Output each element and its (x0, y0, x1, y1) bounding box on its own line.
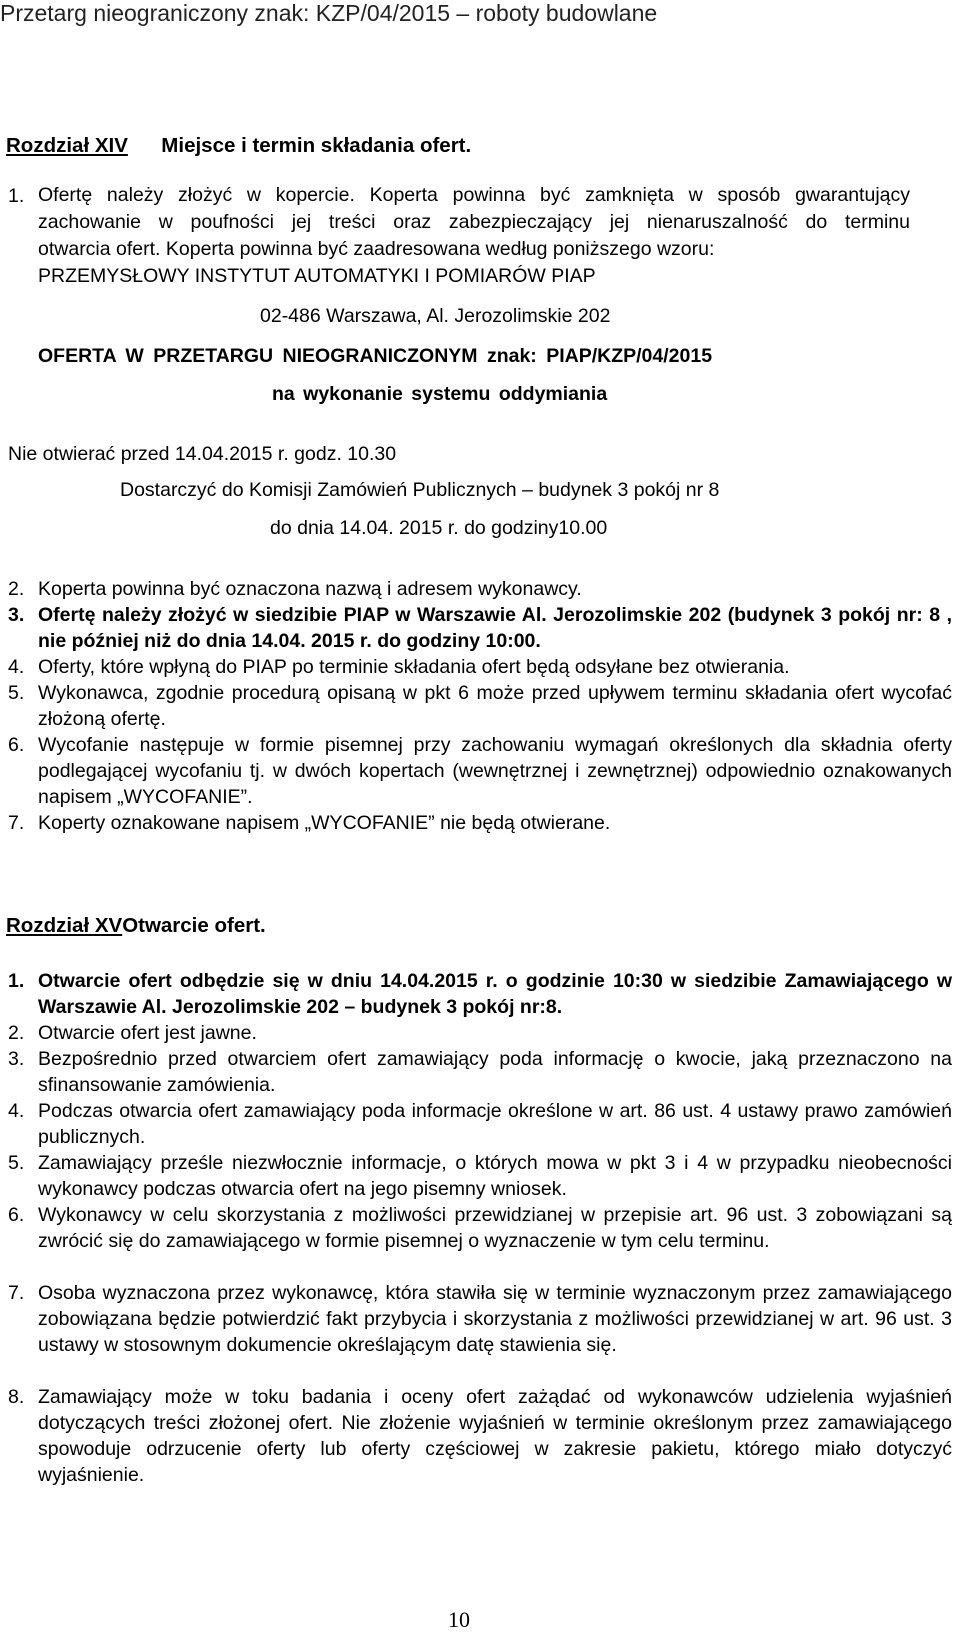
chapter-14-title: Miejsce i termin składania ofert. (161, 134, 472, 157)
item-text: Koperta powinna być oznaczona nazwą i adresem wykonawcy. (38, 578, 582, 600)
item-number: 7. (8, 1282, 25, 1304)
item-number: 2. (8, 1022, 25, 1044)
item-text: Wykonawca, zgodnie procedurą opisaną w pkt 6 może przed upływem terminu składania ofert wycofać złożoną ofertę. (38, 682, 952, 730)
list-item (8, 602, 952, 654)
list-item (8, 810, 952, 836)
list-item (8, 576, 952, 602)
list-item (8, 732, 952, 810)
item-number: 1. (8, 970, 25, 992)
item-text: Wykonawcy w celu skorzystania z możliwości przewidzianej w przepisie art. 96 ust. 3 zobowiązani są zwrócić się do zamawiającego w formie pisemnej o wyznaczenie w tym celu terminu. (38, 1204, 952, 1252)
item-number: 4. (8, 1100, 25, 1122)
list-item (8, 680, 952, 732)
do-not-open-note: Nie otwierać przed 14.04.2015 r. godz. 10.30 (8, 443, 397, 465)
chapter-15-heading (6, 914, 266, 938)
list-item (8, 1020, 952, 1046)
list-item (8, 654, 952, 680)
item-14-1-number: 1. (8, 185, 25, 207)
item-text: Oferty, które wpłyną do PIAP po terminie składania ofert będą odsyłane bez otwierania. (38, 656, 790, 678)
list-item (8, 1150, 952, 1202)
chapter-15-title: Otwarcie ofert. (122, 914, 266, 937)
offer-subject: na wykonanie systemu oddymiania (272, 383, 608, 405)
chapter-15-label: Rozdział XV (6, 914, 123, 937)
delivery-note: Dostarczyć do Komisji Zamówień Publicznych – budynek 3 pokój nr 8 (120, 479, 720, 501)
item-number: 5. (8, 1152, 25, 1174)
item-text: Zamawiający może w toku badania i oceny ofert zażądać od wykonawców udzielenia wyjaśnień dotyczących treści złożonej ofert. Nie złożenie wyjaśnień w terminie określonym przez zamawiającego spowoduje odrzucenie oferty lub oferty częściowej w zakresie pakietu, którego miało dotyczyć wyjaśnienie. (38, 1386, 952, 1486)
page-header: Przetarg nieograniczony znak: KZP/04/2015 – roboty budowlane (0, 0, 658, 26)
item-14-1-line1: Ofertę należy złożyć w kopercie. Koperta powinna być zamknięta w sposób gwarantujący (38, 184, 910, 206)
item-text: Zamawiający prześle niezwłocznie informacje, o których mowa w pkt 3 i 4 w przypadku nieobecności wykonawcy podczas otwarcia ofert na jego pisemny wniosek. (38, 1152, 952, 1200)
chapter-14-label: Rozdział XIV (6, 134, 128, 157)
item-text: Bezpośrednio przed otwarciem ofert zamawiający poda informację o kwocie, jaką przeznaczono na sfinansowanie zamówienia. (38, 1048, 952, 1096)
item-number: 8. (8, 1386, 25, 1408)
item-text: Osoba wyznaczona przez wykonawcę, która stawiła się w terminie wyznaczonym przez zamawiającego zobowiązana będzie potwierdzić fakt przybycia i skorzystania z możliwości przewidzianej w art. 96 ust. 3 ustawy w stosownym dokumencie określającym datę stawienia się. (38, 1282, 952, 1356)
page-number: 10 (448, 1607, 470, 1632)
item-text: Otwarcie ofert jest jawne. (38, 1022, 257, 1044)
item-number: 2. (8, 578, 25, 600)
item-text: Ofertę należy złożyć w siedzibie PIAP w Warszawie Al. Jerozolimskie 202 (budynek 3 pokój nr: 8 , nie później niż do dnia 14.04. 2015 r. do godziny 10:00. (38, 604, 952, 652)
item-number: 4. (8, 656, 25, 678)
item-text: Podczas otwarcia ofert zamawiający poda informacje określone w art. 86 ust. 4 ustawy prawo zamówień publicznych. (38, 1100, 952, 1148)
item-text: Otwarcie ofert odbędzie się w dniu 14.04.2015 r. o godzinie 10:30 w siedzibie Zamawiającego w Warszawie Al. Jerozolimskie 202 – budynek 3 pokój nr:8. (38, 970, 952, 1018)
address-street: 02-486 Warszawa, Al. Jerozolimskie 202 (260, 305, 611, 327)
item-text: Wycofanie następuje w formie pisemnej przy zachowaniu wymagań określonych dla składnia oferty podlegającej wycofaniu tj. w dwóch kopertach (wewnętrznej i zewnętrznej) odpowiednio oznakowanych napisem „WYCOFANIE”. (38, 734, 952, 808)
item-number: 7. (8, 812, 25, 834)
offer-label: OFERTA W PRZETARGU NIEOGRANICZONYM znak: PIAP/KZP/04/2015 (38, 345, 713, 367)
item-number: 3. (8, 604, 25, 626)
item-14-1-line2: zachowanie w poufności jej treści oraz zabezpieczający jej nienaruszalność do terminu (38, 211, 910, 233)
item-number: 5. (8, 682, 25, 704)
list-item (8, 1280, 952, 1358)
chapter-14-heading (6, 134, 471, 158)
list-item (8, 968, 952, 1020)
address-institute: PRZEMYSŁOWY INSTYTUT AUTOMATYKI I POMIARÓW PIAP (38, 265, 596, 287)
list-item (8, 1046, 952, 1098)
delivery-deadline: do dnia 14.04. 2015 r. do godziny10.00 (270, 517, 608, 539)
item-14-1-line3: otwarcia ofert. Koperta powinna być zaadresowana według poniższego wzoru: (38, 238, 715, 260)
list-item (8, 1384, 952, 1488)
list-item (8, 1098, 952, 1150)
item-text: Koperty oznakowane napisem „WYCOFANIE” nie będą otwierane. (38, 812, 611, 834)
item-number: 6. (8, 1204, 25, 1226)
item-number: 6. (8, 734, 25, 756)
list-item (8, 1202, 952, 1254)
item-number: 3. (8, 1048, 25, 1070)
